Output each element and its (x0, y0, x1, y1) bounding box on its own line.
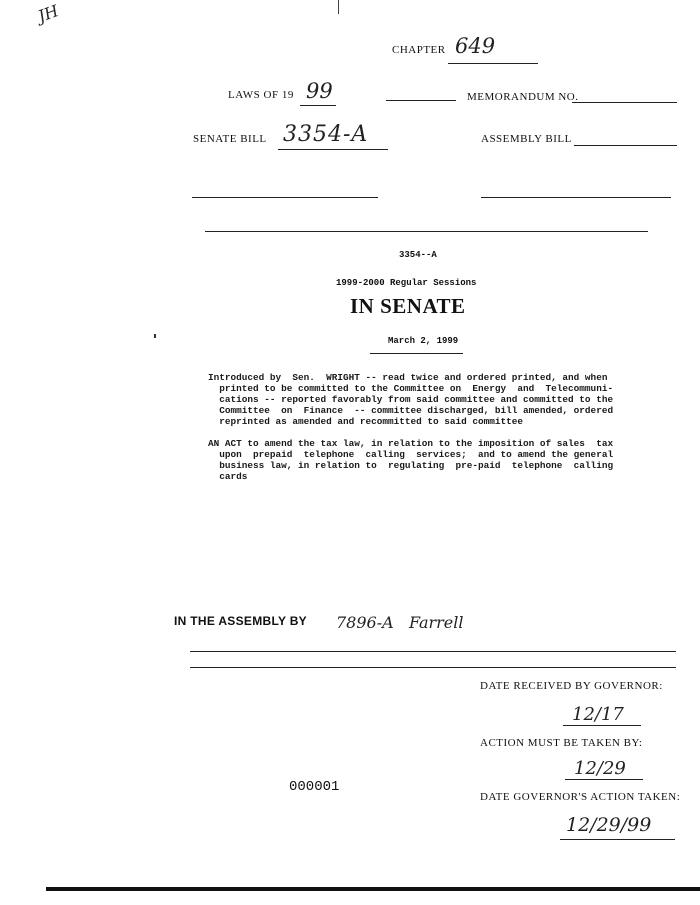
blank-line-right (481, 197, 671, 198)
act-line: cards (208, 471, 248, 482)
bottom-scan-edge (46, 887, 700, 891)
chamber-heading: IN SENATE (350, 294, 466, 318)
assembly-label: IN THE ASSEMBLY BY (174, 614, 307, 628)
margin-mark (154, 334, 156, 338)
assembly-bill-label: ASSEMBLY BILL (481, 133, 572, 145)
assembly-line-1 (190, 651, 676, 652)
assembly-bill-underline (574, 145, 677, 146)
introduced-line: cations -- reported favorably from said committee and committed to the (208, 394, 614, 405)
blank-line-left (192, 197, 378, 198)
date-received-label: DATE RECEIVED BY GOVERNOR: (480, 680, 663, 692)
senate-bill-label: SENATE BILL (193, 133, 267, 145)
laws-value: 99 (306, 79, 333, 103)
senate-bill-underline (278, 149, 388, 150)
introduced-paragraph (208, 372, 613, 427)
top-tick-mark (338, 0, 339, 14)
bill-date: March 2, 1999 (388, 336, 459, 346)
header-divider (205, 231, 648, 232)
page-number: 000001 (289, 779, 340, 795)
act-line: business law, in relation to regulating pre-paid telephone calling (208, 460, 614, 471)
action-taken-underline (560, 839, 675, 840)
chapter-label: CHAPTER (392, 44, 446, 56)
bill-number: 3354--A (399, 250, 437, 260)
introduced-line: Committee on Finance -- committee discharged, bill amended, ordered (208, 405, 614, 416)
session-line: 1999-2000 Regular Sessions (336, 278, 477, 288)
assembly-handwritten: 7896-A Farrell (336, 613, 464, 632)
memorandum-underline (572, 102, 677, 103)
act-paragraph (208, 438, 613, 482)
introduced-line: Introduced by Sen. WRIGHT -- read twice and ordered printed, and when (208, 372, 608, 383)
introduced-line: printed to be committed to the Committee on Energy and Telecommuni- (208, 383, 614, 394)
action-taken-label: DATE GOVERNOR'S ACTION TAKEN: (480, 791, 681, 803)
corner-initials: JH (35, 1, 62, 26)
memorandum-label: MEMORANDUM NO. (467, 91, 579, 103)
chapter-value: 649 (455, 34, 496, 58)
chapter-underline (448, 63, 538, 64)
assembly-line-2 (190, 667, 676, 668)
date-underline (370, 353, 463, 354)
act-line: AN ACT to amend the tax law, in relation to the imposition of sales tax (208, 438, 614, 449)
laws-label: LAWS OF 19 (228, 89, 294, 101)
action-by-underline (565, 779, 643, 780)
senate-bill-value: 3354-A (283, 122, 369, 147)
date-received-value: 12/17 (572, 704, 624, 725)
introduced-line: reprinted as amended and recommitted to said committee (208, 416, 524, 427)
laws-underline (300, 105, 336, 106)
act-line: upon prepaid telephone calling services; and to amend the general (208, 449, 614, 460)
action-taken-value: 12/29/99 (566, 814, 652, 836)
action-by-label: ACTION MUST BE TAKEN BY: (480, 737, 643, 749)
laws-blank-line (386, 100, 456, 101)
action-by-value: 12/29 (574, 758, 626, 779)
date-received-underline (563, 725, 641, 726)
